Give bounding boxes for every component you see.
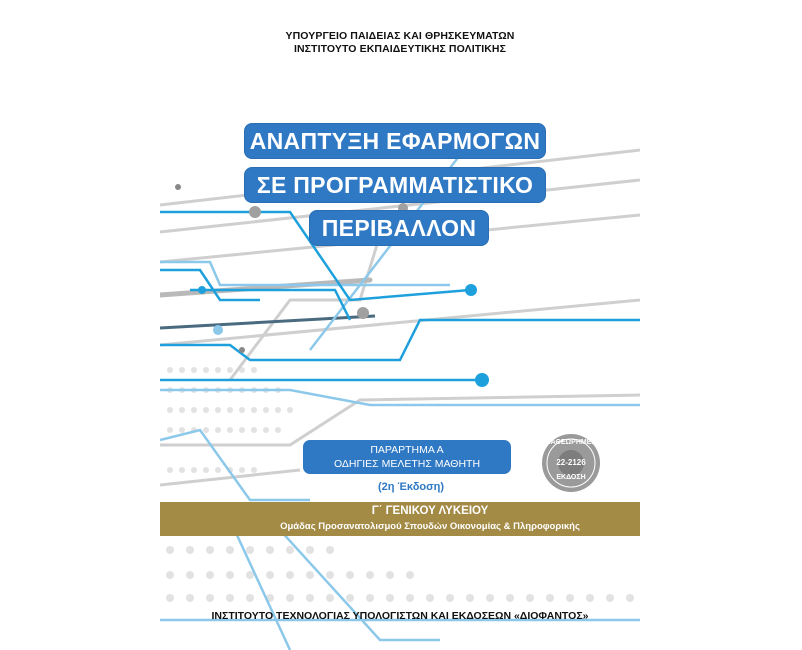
title-line-3: ΠΕΡΙΒΑΛΛΟΝ: [310, 211, 488, 245]
title-line-2: ΣΕ ΠΡΟΓΡΑΜΜΑΤΙΣΤΙΚΟ: [245, 168, 545, 202]
track-label: Ομάδας Προσανατολισμού Σπουδών Οικονομίας & Πληροφορικής: [280, 521, 580, 532]
publisher-label: ΙΝΣΤΙΤΟΥΤΟ ΤΕΧΝΟΛΟΓΙΑΣ ΥΠΟΛΟΓΙΣΤΩΝ ΚΑΙ ΕΚΔΟΣΕΩΝ «ΔΙΟΦΑΝΤΟΣ»: [211, 610, 589, 622]
circuit-background-art: [160, 0, 640, 650]
appendix-box: [303, 440, 511, 474]
edition-label: (2η Έκδοση): [377, 481, 444, 493]
stamp-bottom-text: ΕΚΔΟΣΗ: [556, 474, 586, 481]
title-line-1: ΑΝΑΠΤΥΞΗ ΕΦΑΡΜΟΓΩΝ: [245, 124, 545, 158]
grade-label: Γ΄ ΓΕΝΙΚΟΥ ΛΥΚΕΙΟΥ: [371, 505, 489, 517]
stamp-top-text: ΑΝΑΘΕΩΡΗΜΕΝΗ: [540, 439, 602, 446]
stamp-labels: [540, 432, 602, 494]
appendix-subtitle: ΟΔΗΓΙΕΣ ΜΕΛΕΤΗΣ ΜΑΘΗΤΗ: [333, 458, 481, 470]
institute-heading: ΙΝΣΤΙΤΟΥΤΟ ΕΚΠΑΙΔΕΥΤΙΚΗΣ ΠΟΛΙΤΙΚΗΣ: [293, 43, 507, 55]
stamp-number: 22-2126: [556, 458, 586, 467]
appendix-title: ΠΑΡΑΡΤΗΜΑ Α: [370, 444, 444, 456]
ministry-heading: ΥΠΟΥΡΓΕΙΟ ΠΑΙΔΕΙΑΣ ΚΑΙ ΘΡΗΣΚΕΥΜΑΤΩΝ: [285, 30, 515, 42]
book-cover: [160, 0, 640, 650]
